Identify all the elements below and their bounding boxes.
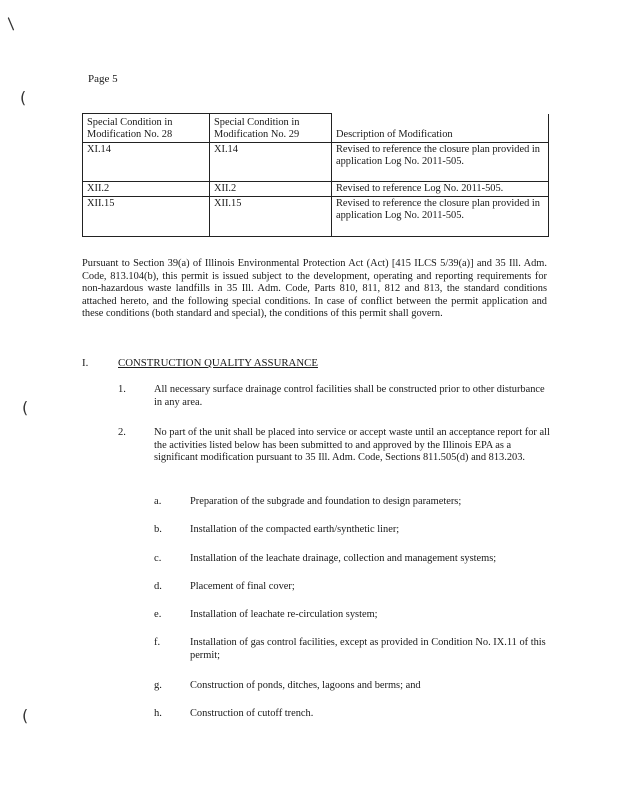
header-description: Description of Modification (332, 114, 549, 143)
subitem-text: Installation of the leachate drainage, collection and management systems; (190, 553, 497, 564)
subitem-text: Construction of cutoff trench. (190, 708, 314, 719)
table-row (83, 197, 549, 237)
cell-mod-29: XI.14 (210, 143, 332, 182)
table-row (83, 182, 549, 197)
item-number: 2. (118, 427, 126, 438)
cell-mod-29: XII.15 (210, 197, 332, 237)
subitem-letter: a. (154, 496, 162, 507)
subitem-letter: c. (154, 553, 162, 564)
subitem-text: Preparation of the subgrade and foundation to design parameters; (190, 496, 462, 507)
punch-hole-mark-bottom: ( (22, 706, 29, 725)
subitem-text: Installation of leachate re-circulation system; (190, 609, 378, 620)
item-text: No part of the unit shall be placed into service or accept waste until an acceptance report for all the activities listed below has been submitted to and approved by the Illinois EPA as a significant modification pursuant to 35 Ill. Adm. Code, Sections 811.505(d) and 813.203. (154, 427, 550, 464)
subitem-text: Installation of the compacted earth/synthetic liner; (190, 524, 400, 535)
modification-table (82, 113, 549, 237)
cell-mod-28: XI.14 (83, 143, 210, 182)
header-mod-28: Special Condition in Modification No. 28 (83, 114, 210, 143)
page-number: Page 5 (88, 73, 118, 85)
punch-hole-mark-middle: ( (22, 398, 29, 417)
cell-mod-28: XII.15 (83, 197, 210, 237)
table-row (83, 143, 549, 182)
table-header-row (83, 114, 549, 143)
subitem-letter: g. (154, 680, 162, 691)
subitem-text: Installation of gas control facilities, except as provided in Condition No. IX.11 of this permit; (190, 637, 546, 661)
subitem-letter: e. (154, 609, 162, 620)
header-mod-29: Special Condition in Modification No. 29 (210, 114, 332, 143)
item-text: All necessary surface drainage control facilities shall be constructed prior to other disturbance in any area. (154, 384, 545, 408)
cell-description: Revised to reference the closure plan provided in application Log No. 2011-505. (332, 143, 549, 182)
cell-description: Revised to reference the closure plan provided in application Log No. 2011-505. (332, 197, 549, 237)
cell-description: Revised to reference Log No. 2011-505. (332, 182, 549, 197)
subitem-letter: f. (154, 637, 161, 648)
subitem-text: Placement of final cover; (190, 581, 295, 592)
subitem-letter: d. (154, 581, 162, 592)
punch-hole-mark-top: ( (20, 88, 27, 107)
subitem-letter: b. (154, 524, 162, 535)
subitem-letter: h. (154, 708, 162, 719)
item-number: 1. (118, 384, 126, 395)
intro-paragraph: Pursuant to Section 39(a) of Illinois Environmental Protection Act (Act) [415 ILCS 5/39(a)] and 35 Ill. Adm. Code, 813.104(b), this permit is issued subject to the development, operating and reporting requirements for non-hazardous waste landfills in 35 Ill. Adm. Code, Parts 810, 811, 812 and 813, the standard conditions attached hereto, and the following special conditions. In case of conflict between the permit application and these conditions (both standard and special), the conditions of this permit shall govern. (82, 258, 547, 320)
subitem-text: Construction of ponds, ditches, lagoons and berms; and (190, 680, 421, 691)
section-title: CONSTRUCTION QUALITY ASSURANCE (118, 357, 318, 369)
cell-mod-28: XII.2 (83, 182, 210, 197)
section-number: I. (82, 357, 89, 369)
scan-mark-top-left: / (2, 14, 19, 33)
cell-mod-29: XII.2 (210, 182, 332, 197)
